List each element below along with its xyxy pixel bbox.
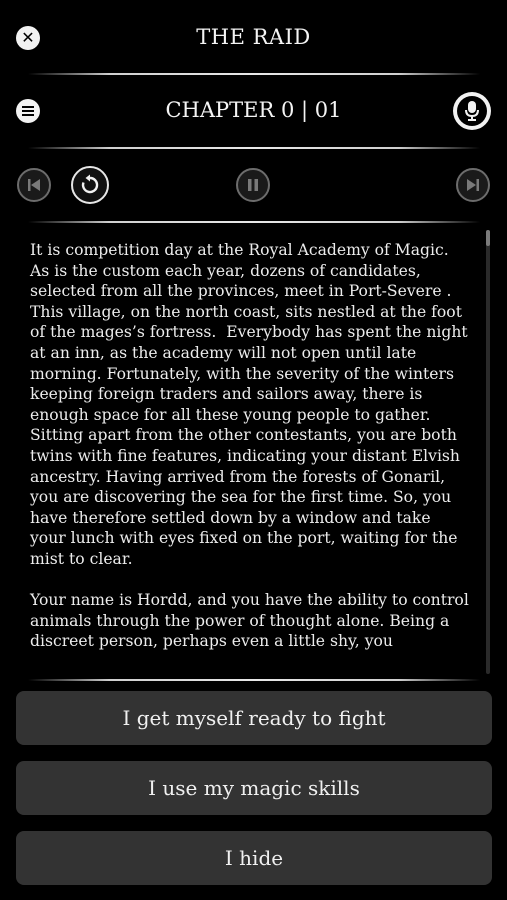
chapter-bar bbox=[0, 86, 507, 138]
choice-button-magic[interactable]: I use my magic skills bbox=[16, 761, 492, 815]
page-title: THE RAID bbox=[196, 25, 311, 49]
divider bbox=[28, 221, 480, 223]
playback-controls bbox=[0, 164, 507, 208]
divider bbox=[28, 147, 480, 149]
scrollbar-thumb[interactable] bbox=[486, 230, 490, 246]
choice-button-fight[interactable]: I get myself ready to fight bbox=[16, 691, 492, 745]
pause-icon[interactable] bbox=[236, 168, 270, 202]
skip-forward-icon[interactable] bbox=[456, 168, 490, 202]
skip-back-icon[interactable] bbox=[17, 168, 51, 202]
story-paragraph: Sitting apart from the other contestants, you are both twins with fine features, indicating your distant Elvish ancestry. Having arrived from the forests of Gonaril, you are discovering the sea for the first time. So, you have therefore settled down by a window and take your lunch with eyes fixed on the port, waiting for the mist to clear. bbox=[30, 426, 465, 568]
choice-button-hide[interactable]: I hide bbox=[16, 831, 492, 885]
divider bbox=[28, 679, 480, 681]
divider bbox=[28, 73, 480, 75]
scrollbar[interactable] bbox=[486, 230, 490, 674]
story-paragraph: Your name is Hordd, and you have the ability to control animals through the power of thought alone. Being a discreet person, perhaps even a little shy, you bbox=[30, 591, 474, 651]
microphone-icon[interactable] bbox=[453, 92, 491, 130]
chapter-label: CHAPTER 0 | 01 bbox=[165, 98, 342, 122]
story-paragraph: It is competition day at the Royal Academy of Magic. As is the custom each year, dozens of candidates, selected from all the provinces, meet in Port-Severe . This village, on the north coast, sits nestled at the foot of the mages’s fortress. Everybody has spent the night at an inn, as the academy will not open until late morning. Fortunately, with the severity of the winters keeping foreign traders and sailors away, there is enough space for all these young people to gather. bbox=[30, 241, 473, 424]
replay-icon[interactable] bbox=[71, 166, 109, 204]
story-text[interactable] bbox=[30, 240, 474, 668]
close-icon[interactable]: ✕ bbox=[16, 26, 40, 50]
top-bar bbox=[0, 0, 507, 74]
